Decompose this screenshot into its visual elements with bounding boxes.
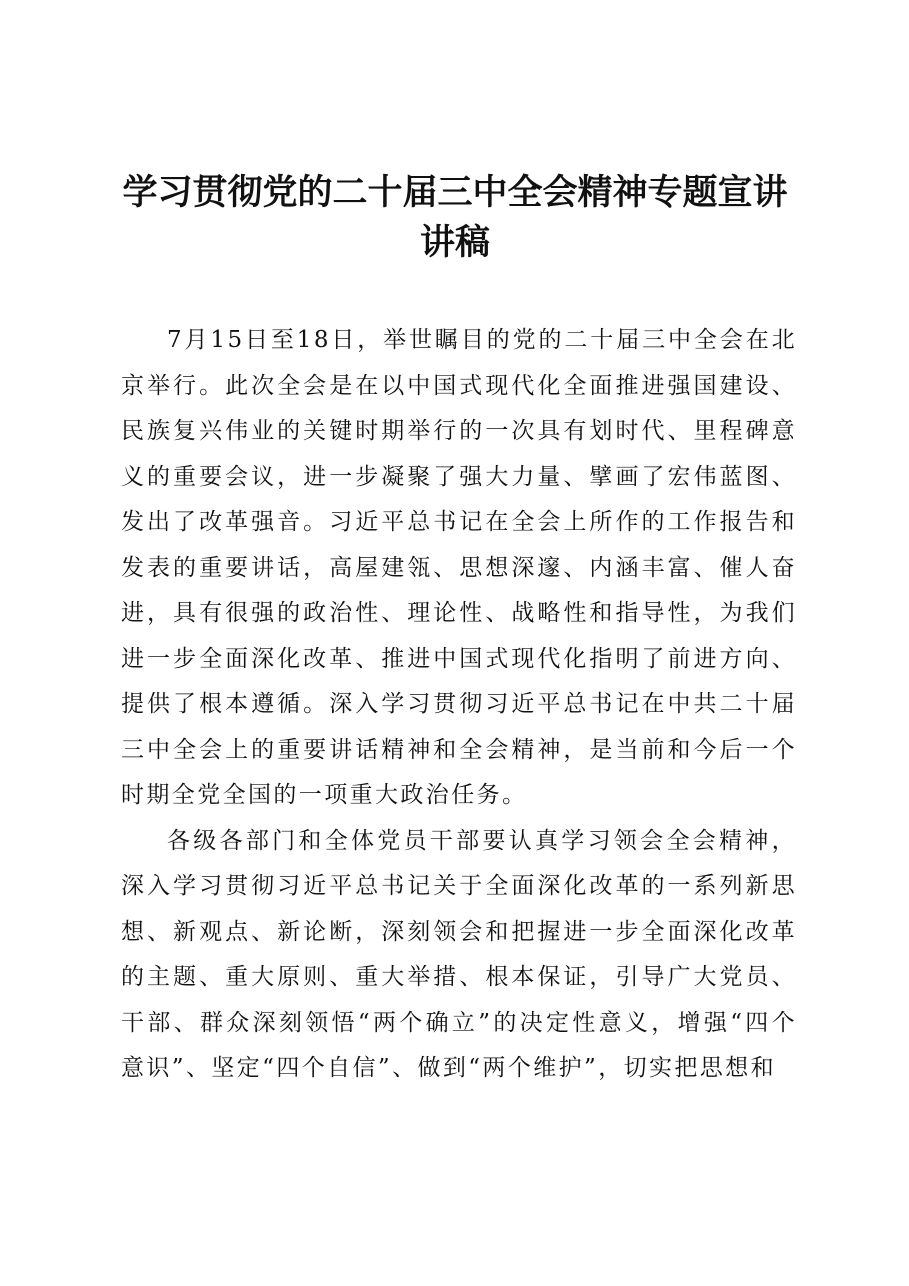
paragraph-1: 7月15日至18日，举世瞩目的党的二十届三中全会在北京举行。此次全会是在以中国式现代化全面推进强国建设、民族复兴伟业的关键时期举行的一次具有划时代、里程碑意义的重要会议，进一步凝聚了强大力量、擘画了宏伟蓝图、发出了改革强音。习近平总书记在全会上所作的工作报告和发表的重要讲话，高屋建瓴、思想深邃、内涵丰富、催人奋进，具有很强的政治性、理论性、战略性和指导性，为我们进一步全面深化改革、推进中国式现代化指明了前进方向、提供了根本遵循。深入学习贯彻习近平总书记在中共二十届三中全会上的重要讲话精神和全会精神，是当前和今后一个时期全党全国的一项重大政治任务。	[121, 327, 797, 808]
title-line-1: 学习贯彻党的二十届三中全会精神专题宣讲	[122, 172, 788, 213]
paragraph-2: 各级各部门和全体党员干部要认真学习领会全会精神，深入学习贯彻习近平总书记关于全面深化改革的一系列新思想、新观点、新论断，深刻领会和把握进一步全面深化改革的主题、重大原则、重大举措、根本保证，引导广大党员、干部、群众深刻领悟“两个确立”的决定性意义，增强“四个意识”、坚定“四个自信”、做到“两个维护”，切实把思想和	[121, 827, 797, 1081]
title-line-2: 讲稿	[419, 222, 490, 263]
document-title	[110, 168, 800, 268]
document-body	[121, 318, 797, 1092]
